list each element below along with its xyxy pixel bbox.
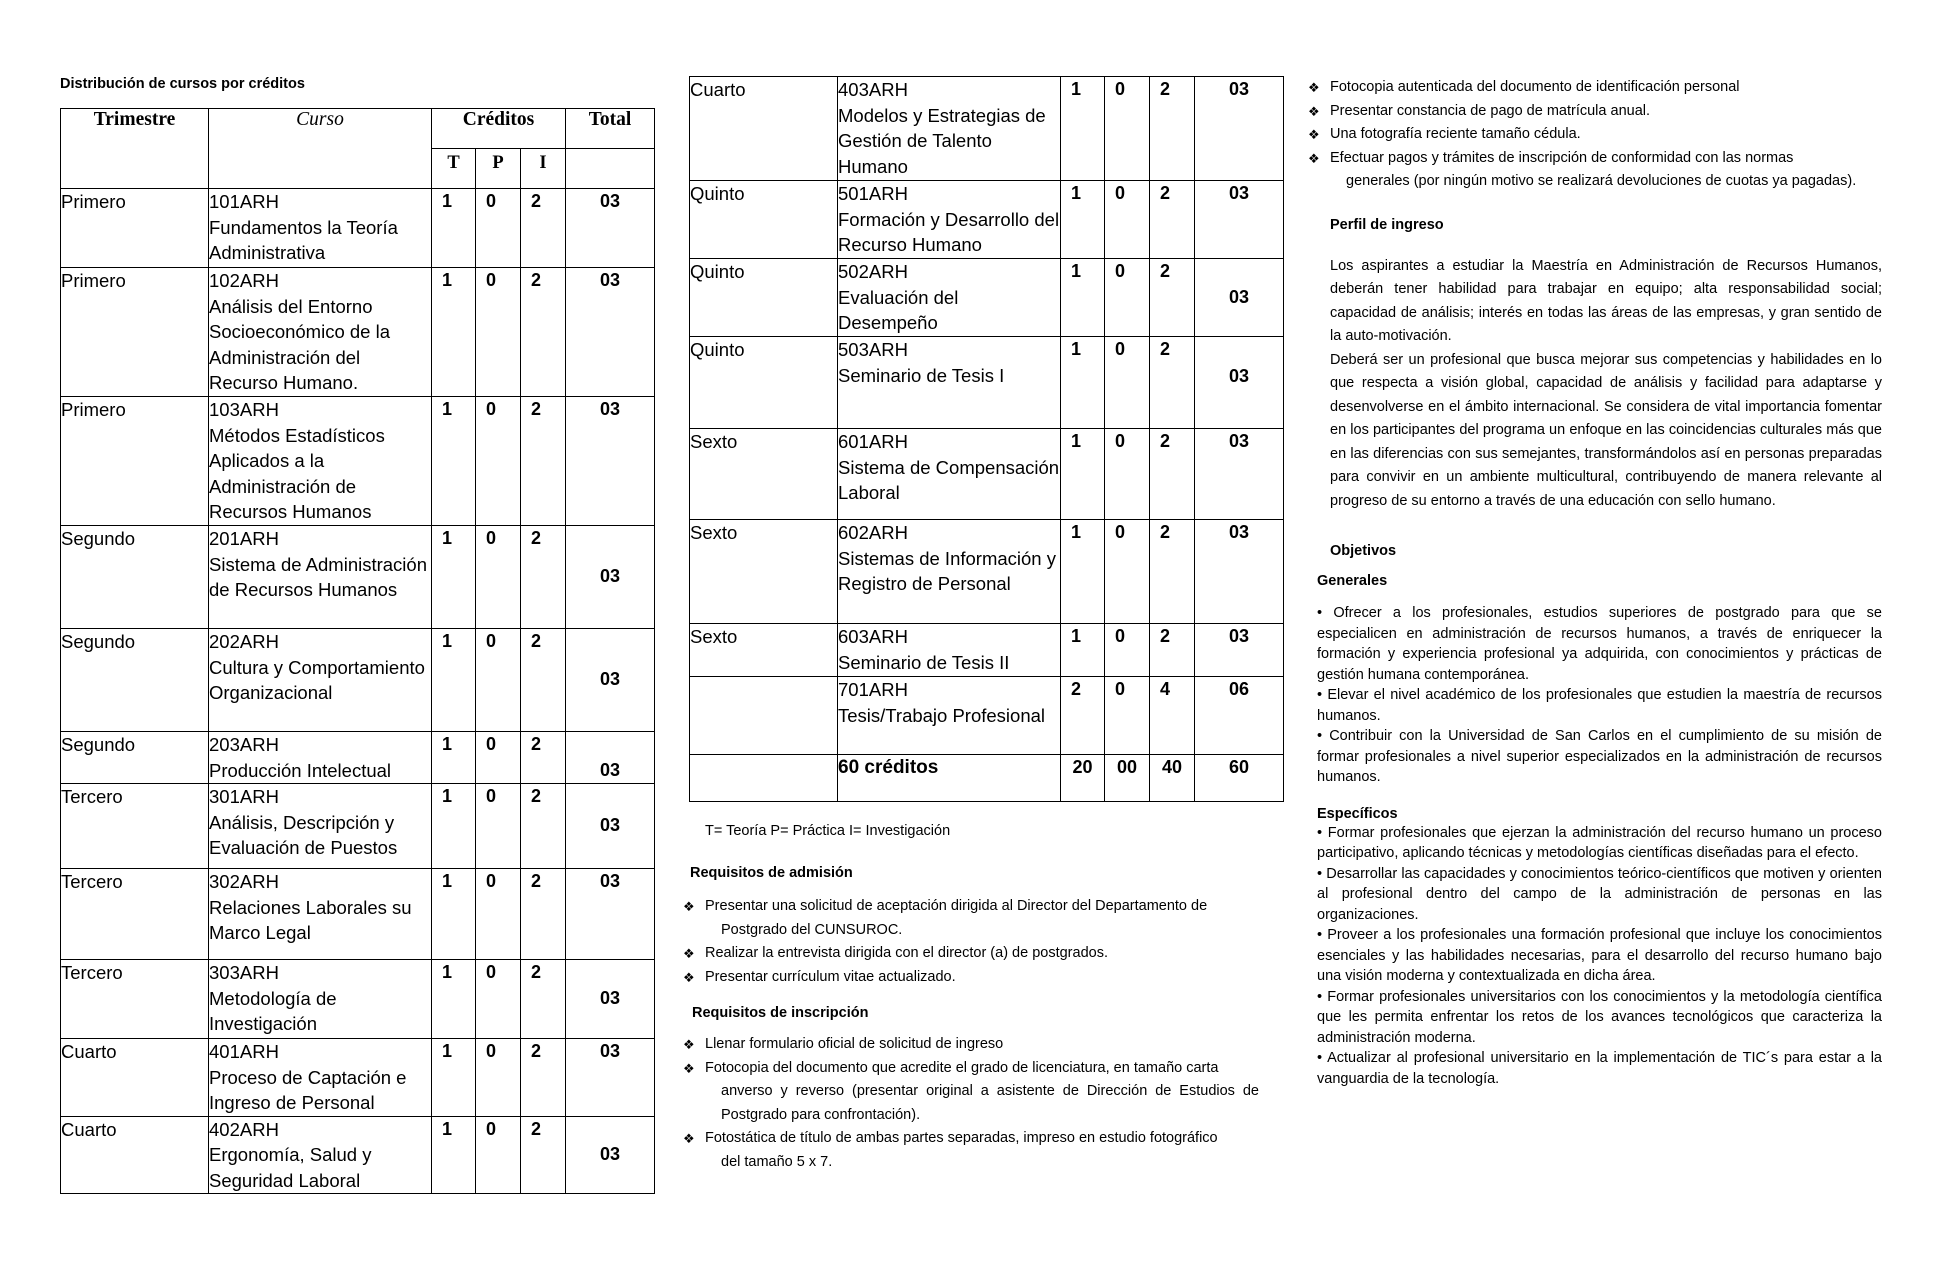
credit-t-cell: 1 xyxy=(1061,520,1105,624)
total-cell: 03 xyxy=(566,397,655,526)
trimestre-cell: Tercero xyxy=(61,869,209,960)
credit-t-cell: 1 xyxy=(432,397,476,526)
total-cell: 03 xyxy=(1195,520,1284,624)
total-cell: 03 xyxy=(1195,181,1284,259)
course-row xyxy=(690,337,1284,429)
credit-t-cell: 1 xyxy=(1061,181,1105,259)
credit-i-cell: 2 xyxy=(521,189,566,268)
objetivo-general-item: • Ofrecer a los profesionales, estudios superiores de postgrado para que se especialicen en administración de recursos humanos, a través de enriquecer la formación y experiencia profesional ya adquirida, con conocimientos y prácticas de gestión humana contemporánea. xyxy=(1317,605,1882,683)
objetivo-general-item: • Elevar el nivel académico de los profesionales que estudien la maestría de recursos humanos. xyxy=(1317,687,1882,724)
course-name: Relaciones Laborales su Marco Legal xyxy=(209,896,412,943)
diamond-bullet-icon: ❖ xyxy=(683,969,695,985)
trimestre-cell: Segundo xyxy=(61,526,209,629)
course-name: Sistema de Administración de Recursos Humanos xyxy=(209,553,427,600)
diamond-bullet-icon: ❖ xyxy=(1308,127,1320,142)
curso-cell xyxy=(838,259,1061,337)
curso-cell xyxy=(838,520,1061,624)
curso-cell xyxy=(209,960,432,1039)
bullet-text-continued: generales (por ningún motivo se realizará devoluciones de cuotas ya pagadas). xyxy=(1346,173,1857,189)
trimestre-cell: Cuarto xyxy=(690,77,838,181)
credit-t-cell: 1 xyxy=(432,1039,476,1117)
total-cell: 03 xyxy=(1195,77,1284,181)
credit-p-cell: 0 xyxy=(476,526,521,629)
credit-i-cell: 2 xyxy=(1150,624,1195,677)
credit-t-cell: 1 xyxy=(432,784,476,869)
course-row xyxy=(61,397,655,526)
course-row xyxy=(61,1116,655,1194)
total-cell: 03 xyxy=(566,526,655,629)
course-name: Evaluación del Desempeño xyxy=(838,286,959,333)
trimestre-cell: Primero xyxy=(61,189,209,268)
header-trimestre: Trimestre xyxy=(61,109,209,189)
course-name: Sistemas de Información y Registro de Personal xyxy=(838,547,1056,594)
credit-p-cell: 0 xyxy=(476,784,521,869)
diamond-bullet-icon: ❖ xyxy=(683,946,695,961)
bullet-item xyxy=(683,1057,1259,1128)
header-total-blank xyxy=(566,149,655,189)
course-code: 203ARH xyxy=(209,734,279,755)
trimestre-cell: Segundo xyxy=(61,732,209,784)
bullet-item xyxy=(1308,100,1882,124)
bullet-item xyxy=(1308,76,1882,100)
course-row xyxy=(61,732,655,784)
credit-p-cell: 0 xyxy=(1105,337,1150,429)
diamond-bullet-icon: ❖ xyxy=(1308,103,1320,119)
totals-total: 60 xyxy=(1195,755,1284,802)
credit-p-cell: 0 xyxy=(476,1116,521,1194)
bullet-text: Efectuar pagos y trámites de inscripción de conformidad con las normas xyxy=(1330,149,1794,166)
objetivos-title: Objetivos xyxy=(1330,543,1397,559)
generales-list xyxy=(1317,603,1882,788)
perfil-title: Perfil de ingreso xyxy=(1330,216,1444,233)
diamond-bullet-icon: ❖ xyxy=(1308,80,1320,95)
credit-i-cell: 2 xyxy=(1150,181,1195,259)
bullet-text: Fotocopia del documento que acredite el grado de licenciatura, en tamaño carta xyxy=(705,1059,1219,1076)
total-cell: 03 xyxy=(566,1116,655,1194)
course-row xyxy=(61,869,655,960)
total-cell: 06 xyxy=(1195,677,1284,755)
bullet-text-continued: anverso y reverso (presentar original a asistente de Dirección de Estudios de Postgrado para confrontación). xyxy=(721,1083,1259,1123)
course-code: 601ARH xyxy=(838,431,908,452)
total-cell: 03 xyxy=(566,960,655,1039)
trimestre-cell: Primero xyxy=(61,397,209,526)
curso-cell xyxy=(209,526,432,629)
course-code: 402ARH xyxy=(209,1118,279,1140)
credit-p-cell: 0 xyxy=(1105,520,1150,624)
bullet-text: Fotostática de título de ambas partes separadas, impreso en estudio fotográfico xyxy=(705,1130,1218,1146)
curso-cell xyxy=(838,624,1061,677)
curso-cell xyxy=(838,181,1061,259)
curso-cell xyxy=(209,869,432,960)
curso-cell xyxy=(209,397,432,526)
credit-i-cell: 2 xyxy=(521,397,566,526)
totals-i: 40 xyxy=(1150,755,1195,802)
objetivo-especifico-item: • Formar profesionales que ejerzan la administración del recurso humano un proceso participativo, aplicando técnicas y metodologías científicas diseñadas para el efecto. xyxy=(1317,824,1882,861)
inscripcion-title: Requisitos de inscripción xyxy=(692,1005,869,1021)
courses-table-left xyxy=(60,108,655,1194)
credits-legend: T= Teoría P= Práctica I= Investigación xyxy=(705,823,951,839)
course-name: Análisis del Entorno Socioeconómico de la Administración del Recurso Humano. xyxy=(209,295,390,393)
curso-cell xyxy=(838,77,1061,181)
objetivo-general-item: • Contribuir con la Universidad de San Carlos en el cumplimiento de su misión de formar profesionales a nivel superior especializados en la administración de recursos humanos. xyxy=(1317,728,1882,785)
course-name: Tesis/Trabajo Profesional xyxy=(838,704,1046,726)
credit-i-cell: 4 xyxy=(1150,677,1195,755)
course-row xyxy=(61,268,655,397)
trimestre-cell: Primero xyxy=(61,268,209,397)
course-name: Métodos Estadísticos Aplicados a la Administración de Recursos Humanos xyxy=(209,424,385,522)
course-name: Metodología de Investigación xyxy=(209,987,337,1034)
bullet-item xyxy=(683,895,1259,942)
credit-i-cell: 2 xyxy=(521,526,566,629)
objetivo-especifico-item: • Desarrollar las capacidades y conocimientos teórico-científicos que motiven y orienten al profesional dentro del campo de la administración de personas en las organizaciones. xyxy=(1317,865,1882,923)
bullet-item xyxy=(1308,123,1882,147)
curso-cell xyxy=(209,268,432,397)
course-name: Sistema de Compensación Laboral xyxy=(838,456,1060,503)
curso-cell xyxy=(209,784,432,869)
credit-i-cell: 2 xyxy=(521,960,566,1039)
total-cell: 03 xyxy=(1195,624,1284,677)
totals-row xyxy=(690,755,1284,802)
generales-title: Generales xyxy=(1317,573,1388,589)
total-cell: 03 xyxy=(566,629,655,732)
course-row xyxy=(690,624,1284,677)
credit-i-cell: 2 xyxy=(521,268,566,397)
trimestre-cell: Segundo xyxy=(61,629,209,732)
credit-i-cell: 2 xyxy=(1150,429,1195,520)
credit-i-cell: 2 xyxy=(1150,77,1195,181)
credit-t-cell: 1 xyxy=(432,526,476,629)
diamond-bullet-icon: ❖ xyxy=(683,1131,695,1146)
course-name: Producción Intelectual xyxy=(209,759,392,781)
credit-p-cell: 0 xyxy=(1105,77,1150,181)
distribution-title: Distribución de cursos por créditos xyxy=(60,76,305,92)
course-name: Modelos y Estrategias de Gestión de Talento Humano xyxy=(838,104,1046,177)
totals-t: 20 xyxy=(1061,755,1105,802)
course-code: 403ARH xyxy=(838,79,908,100)
total-cell: 03 xyxy=(566,268,655,397)
course-name: Proceso de Captación e Ingreso de Personal xyxy=(209,1066,407,1113)
total-cell: 03 xyxy=(566,1039,655,1117)
course-row xyxy=(61,629,655,732)
objetivo-especifico-item: • Formar profesionales universitarios con los conocimientos y la metodología científica que les permita enfrentar los retos de los avances tecnológicos que caracteriza la administración moderna. xyxy=(1317,988,1882,1046)
admision-title: Requisitos de admisión xyxy=(690,865,853,881)
bullet-item xyxy=(683,942,1259,966)
credit-p-cell: 0 xyxy=(476,397,521,526)
total-cell: 03 xyxy=(566,784,655,869)
credit-t-cell: 2 xyxy=(1061,677,1105,755)
trimestre-cell xyxy=(690,677,838,755)
bullet-text-continued: del tamaño 5 x 7. xyxy=(721,1153,833,1170)
credit-p-cell: 0 xyxy=(1105,259,1150,337)
bullet-item xyxy=(683,966,1259,990)
total-cell: 03 xyxy=(1195,337,1284,429)
credit-i-cell: 2 xyxy=(521,1039,566,1117)
course-code: 201ARH xyxy=(209,528,279,549)
bullet-text: Llenar formulario oficial de solicitud de ingreso xyxy=(705,1036,1004,1052)
credit-t-cell: 1 xyxy=(432,869,476,960)
objetivo-especifico-item: • Actualizar al profesional universitario en la implementación de TIC´s para estar a la vanguardia de la tecnología. xyxy=(1317,1050,1882,1087)
credit-p-cell: 0 xyxy=(476,960,521,1039)
course-code: 503ARH xyxy=(838,339,908,360)
header-creditos: Créditos xyxy=(432,109,566,149)
curso-cell xyxy=(838,429,1061,520)
bullet-text: Realizar la entrevista dirigida con el director (a) de postgrados. xyxy=(705,945,1108,961)
curso-cell xyxy=(209,1116,432,1194)
course-code: 102ARH xyxy=(209,270,279,291)
course-code: 603ARH xyxy=(838,626,908,647)
credit-i-cell: 2 xyxy=(521,629,566,732)
middle-column xyxy=(683,76,1283,1174)
bullet-text: Fotocopia autenticada del documento de identificación personal xyxy=(1330,79,1740,95)
course-row xyxy=(61,189,655,268)
credit-p-cell: 0 xyxy=(1105,677,1150,755)
header-curso: Curso xyxy=(209,109,432,189)
credit-t-cell: 1 xyxy=(1061,337,1105,429)
credit-p-cell: 0 xyxy=(476,732,521,784)
credit-i-cell: 2 xyxy=(1150,337,1195,429)
total-cell: 03 xyxy=(566,189,655,268)
credit-p-cell: 0 xyxy=(476,869,521,960)
header-total: Total xyxy=(566,109,655,149)
credit-i-cell: 2 xyxy=(521,784,566,869)
credit-p-cell: 0 xyxy=(476,629,521,732)
admision-list xyxy=(683,895,1259,989)
course-row xyxy=(61,960,655,1039)
curso-cell xyxy=(838,677,1061,755)
course-row xyxy=(690,259,1284,337)
total-cell: 03 xyxy=(1195,429,1284,520)
credit-i-cell: 2 xyxy=(1150,259,1195,337)
credit-t-cell: 1 xyxy=(1061,624,1105,677)
credit-p-cell: 0 xyxy=(1105,429,1150,520)
left-column xyxy=(60,76,654,1194)
credit-p-cell: 0 xyxy=(1105,181,1150,259)
course-code: 103ARH xyxy=(209,399,279,420)
course-row xyxy=(690,429,1284,520)
course-code: 101ARH xyxy=(209,191,279,212)
credit-p-cell: 0 xyxy=(476,1039,521,1117)
diamond-bullet-icon: ❖ xyxy=(683,1037,695,1052)
bullet-text: Presentar una solicitud de aceptación dirigida al Director del Departamento de xyxy=(705,898,1208,914)
credit-i-cell: 2 xyxy=(521,1116,566,1194)
course-row xyxy=(690,520,1284,624)
inscripcion-cont-list xyxy=(1308,76,1882,194)
bullet-item xyxy=(683,1033,1259,1057)
course-code: 301ARH xyxy=(209,786,279,807)
bullet-text: Presentar currículum vitae actualizado. xyxy=(705,968,956,985)
course-row xyxy=(690,677,1284,755)
course-row xyxy=(690,77,1284,181)
course-code: 501ARH xyxy=(838,183,908,204)
curso-cell xyxy=(209,189,432,268)
credit-i-cell: 2 xyxy=(521,869,566,960)
curso-cell xyxy=(209,629,432,732)
course-row xyxy=(61,784,655,869)
diamond-bullet-icon: ❖ xyxy=(683,1060,695,1076)
totals-p: 00 xyxy=(1105,755,1150,802)
credit-t-cell: 1 xyxy=(1061,259,1105,337)
course-row xyxy=(61,1039,655,1117)
credit-t-cell: 1 xyxy=(432,732,476,784)
course-code: 502ARH xyxy=(838,261,908,282)
trimestre-cell: Quinto xyxy=(690,259,838,337)
curso-cell xyxy=(838,337,1061,429)
trimestre-cell: Cuarto xyxy=(61,1116,209,1194)
course-name: Cultura y Comportamiento Organizacional xyxy=(209,656,425,703)
trimestre-cell: Sexto xyxy=(690,429,838,520)
course-code: 401ARH xyxy=(209,1041,279,1062)
trimestre-cell: Quinto xyxy=(690,337,838,429)
total-cell: 03 xyxy=(566,869,655,960)
header-i: I xyxy=(521,149,566,189)
course-name: Formación y Desarrollo del Recurso Humano xyxy=(838,208,1060,255)
credit-i-cell: 2 xyxy=(521,732,566,784)
credit-t-cell: 1 xyxy=(432,629,476,732)
especificos-title: Específicos xyxy=(1317,805,1398,822)
right-column xyxy=(1308,76,1890,1089)
credit-p-cell: 0 xyxy=(476,268,521,397)
course-row xyxy=(690,181,1284,259)
credit-i-cell: 2 xyxy=(1150,520,1195,624)
total-cell: 03 xyxy=(566,732,655,784)
curso-cell xyxy=(209,1039,432,1117)
totals-label: 60 créditos xyxy=(838,755,1061,802)
trimestre-cell: Cuarto xyxy=(61,1039,209,1117)
course-name: Seminario de Tesis II xyxy=(838,651,1010,673)
trimestre-cell: Sexto xyxy=(690,624,838,677)
credit-t-cell: 1 xyxy=(432,189,476,268)
bullet-text-continued: Postgrado del CUNSUROC. xyxy=(721,921,903,938)
credit-t-cell: 1 xyxy=(432,960,476,1039)
course-row xyxy=(61,526,655,629)
credit-t-cell: 1 xyxy=(432,268,476,397)
curso-cell xyxy=(209,732,432,784)
trimestre-cell: Quinto xyxy=(690,181,838,259)
credit-t-cell: 1 xyxy=(1061,77,1105,181)
course-code: 302ARH xyxy=(209,871,279,892)
course-name: Ergonomía, Salud y Seguridad Laboral xyxy=(209,1144,372,1191)
objetivo-especifico-item: • Proveer a los profesionales una formación profesional que incluye los conocimientos esenciales y las habilidades necesarias, para el desarrollo del recurso humano bajo una visión moderna y contextualizada en dicha área. xyxy=(1317,927,1882,984)
perfil-paragraph-2: Deberá ser un profesional que busca mejorar sus competencias y habilidades en lo que respecta a visión global, capacidad de análisis y facilidad para adaptarse y desenvolverse en el ámbito internacional. Se considera de vital importancia fomentar en los participantes del programa un enfoque en las coincidencias culturales más que en las diferencias con sus semejantes, transformándolos así en personas preparadas para convivir en un ambiente multicultural, contribuyendo de manera relevante al progreso de su entorno a través de una educación con sello humano. xyxy=(1330,351,1882,509)
especificos-list xyxy=(1317,823,1882,1090)
course-code: 701ARH xyxy=(838,679,908,700)
trimestre-cell: Tercero xyxy=(61,784,209,869)
diamond-bullet-icon: ❖ xyxy=(1308,150,1320,166)
courses-table-middle xyxy=(689,76,1284,802)
bullet-item xyxy=(1308,147,1882,194)
credit-t-cell: 1 xyxy=(432,1116,476,1194)
course-code: 202ARH xyxy=(209,631,279,652)
header-p: P xyxy=(476,149,521,189)
course-name: Seminario de Tesis I xyxy=(838,364,1005,386)
total-cell: 03 xyxy=(1195,259,1284,337)
credit-p-cell: 0 xyxy=(476,189,521,268)
course-code: 602ARH xyxy=(838,522,908,543)
header-t: T xyxy=(432,149,476,189)
trimestre-cell: Sexto xyxy=(690,520,838,624)
trimestre-cell: Tercero xyxy=(61,960,209,1039)
credit-t-cell: 1 xyxy=(1061,429,1105,520)
bullet-text: Una fotografía reciente tamaño cédula. xyxy=(1330,126,1581,142)
totals-blank xyxy=(690,755,838,802)
bullet-item xyxy=(683,1127,1259,1174)
perfil-paragraph-1: Los aspirantes a estudiar la Maestría en Administración de Recursos Humanos, deberán tener habilidad para trabajar en equipo; alta responsabilidad social; capacidad de análisis; interés en todas las áreas de las empresas, y gran sentido de la auto-motivación. xyxy=(1330,257,1882,344)
inscripcion-list xyxy=(683,1033,1259,1174)
course-code: 303ARH xyxy=(209,962,279,983)
course-name: Análisis, Descripción y Evaluación de Puestos xyxy=(209,811,398,858)
course-name: Fundamentos la Teoría Administrativa xyxy=(209,216,398,263)
credit-p-cell: 0 xyxy=(1105,624,1150,677)
diamond-bullet-icon: ❖ xyxy=(683,899,695,914)
bullet-text: Presentar constancia de pago de matrícula anual. xyxy=(1330,102,1651,119)
